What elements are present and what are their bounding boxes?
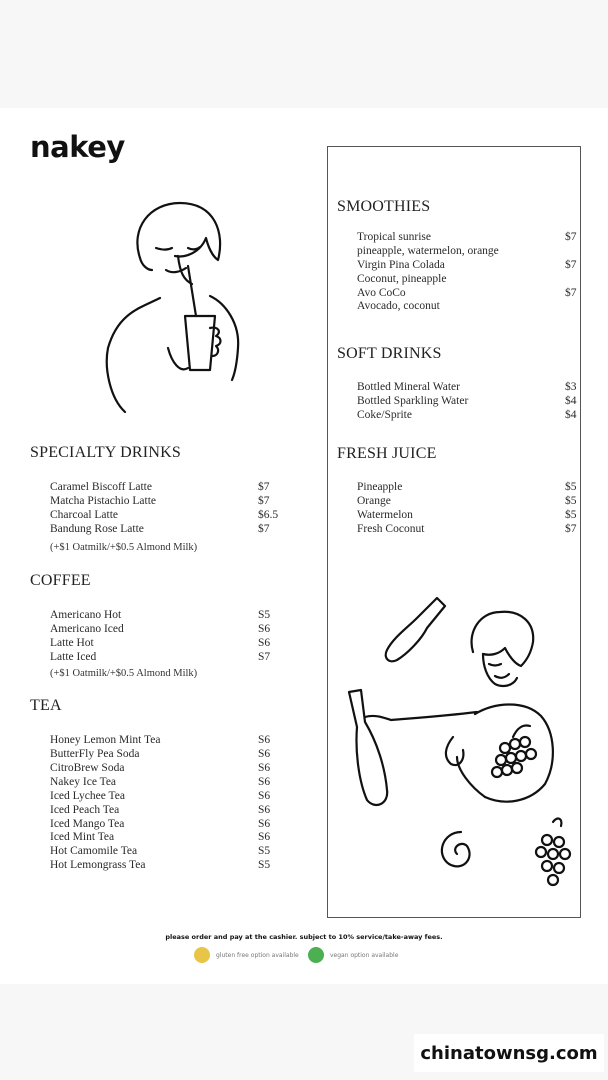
vegan-legend [308,947,398,963]
item-name: Bandung Rose Latte [50,523,144,535]
fresh-juice-title: FRESH JUICE [337,445,437,462]
woman-drinking-illustration [100,198,250,413]
menu-item [357,394,577,408]
item-price: S7 [258,651,271,663]
item-price: $7 [565,523,577,535]
item-description: pineapple, watermelon, orange [357,245,499,257]
item-price: $4 [565,395,577,407]
item-price: $3 [565,381,577,393]
item-price: S6 [258,818,271,830]
menu-item [50,733,271,747]
man-with-bottle-illustration [345,592,580,892]
item-name: Matcha Pistachio Latte [50,495,157,507]
item-price: S5 [258,859,271,871]
menu-item [50,817,271,831]
menu-item [357,480,577,494]
item-name: Honey Lemon Mint Tea [50,734,161,746]
item-name: Latte Iced [50,651,97,663]
item-name: CitroBrew Soda [50,762,125,774]
item-name: Fresh Coconut [357,523,425,535]
menu-item [50,636,271,650]
item-price: $5 [565,495,577,507]
site-watermark: chinatownsg.com [414,1034,604,1072]
menu-item [50,650,271,664]
menu-item [50,830,271,844]
item-price: $7 [565,259,577,271]
milk-note: (+$1 Oatmilk/+$0.5 Almond Milk) [50,668,198,679]
item-name: Tropical sunrise [357,231,432,243]
item-price: S6 [258,748,271,760]
item-price: $7 [258,495,270,507]
item-name: Hot Camomile Tea [50,845,138,857]
item-price: S6 [258,831,271,843]
item-name: Coke/Sprite [357,409,412,421]
item-price: $7 [565,287,577,299]
item-description: Avocado, coconut [357,300,440,312]
item-description: Coconut, pineapple [357,273,447,285]
menu-item [357,508,577,522]
item-name: Watermelon [357,509,413,521]
item-price: S5 [258,845,271,857]
menu-item [50,803,271,817]
menu-item [357,408,577,422]
soft-drinks-title: SOFT DRINKS [337,345,442,362]
item-price: S6 [258,623,271,635]
coffee-title: COFFEE [30,572,91,589]
item-name: Orange [357,495,391,507]
item-price: $6.5 [258,509,279,521]
menu-item [357,258,577,272]
specialty-title: SPECIALTY DRINKS [30,444,181,461]
brand-logo: nakey [30,130,125,164]
vegan-leaf-icon [308,947,324,963]
menu-item [50,522,270,536]
menu-item [50,789,271,803]
item-price: S6 [258,790,271,802]
milk-note: (+$1 Oatmilk/+$0.5 Almond Milk) [50,542,198,553]
item-name: Iced Mango Tea [50,818,125,830]
menu-item [357,286,577,300]
item-name: Americano Hot [50,609,122,621]
item-name: Iced Mint Tea [50,831,115,843]
menu-item [50,494,270,508]
item-name: Caramel Biscoff Latte [50,481,152,493]
menu-item [50,775,271,789]
menu-item [357,380,577,394]
item-name: Charcoal Latte [50,509,119,521]
menu-item [50,608,271,622]
item-name: ButterFly Pea Soda [50,748,140,760]
item-name: Nakey Ice Tea [50,776,117,788]
item-price: S6 [258,637,271,649]
order-note: please order and pay at the cashier. subject to 10% service/take-away fees. [165,933,443,941]
item-price: S6 [258,762,271,774]
item-price: $7 [258,523,270,535]
item-name: Iced Lychee Tea [50,790,125,802]
item-price: $5 [565,481,577,493]
item-price: S6 [258,776,271,788]
smoothies-title: SMOOTHIES [337,198,431,215]
item-price: $5 [565,509,577,521]
item-price: S5 [258,609,271,621]
item-name: Hot Lemongrass Tea [50,859,146,871]
item-price: $7 [258,481,270,493]
item-price: S6 [258,804,271,816]
item-name: Pineapple [357,481,403,493]
menu-item [50,508,279,522]
item-name: Virgin Pina Colada [357,259,445,271]
item-price: S6 [258,734,271,746]
menu-item [50,844,271,858]
menu-item [50,480,270,494]
menu-item [357,230,577,244]
item-name: Avo CoCo [357,287,406,299]
menu-item [50,761,271,775]
item-price: $7 [565,231,577,243]
item-price: $4 [565,409,577,421]
item-name: Iced Peach Tea [50,804,120,816]
menu-item [357,494,577,508]
menu-item [50,622,271,636]
item-name: Americano Iced [50,623,124,635]
item-name: Bottled Sparkling Water [357,395,469,407]
item-name: Bottled Mineral Water [357,381,460,393]
item-name: Latte Hot [50,637,94,649]
menu-item [50,858,271,872]
menu-item [50,747,271,761]
gluten-free-label: gluten free option available [216,951,299,959]
gluten-free-icon [194,947,210,963]
vegan-label: vegan option available [330,951,399,959]
gluten-free-legend [194,947,299,963]
menu-item [357,522,577,536]
tea-title: TEA [30,697,62,714]
